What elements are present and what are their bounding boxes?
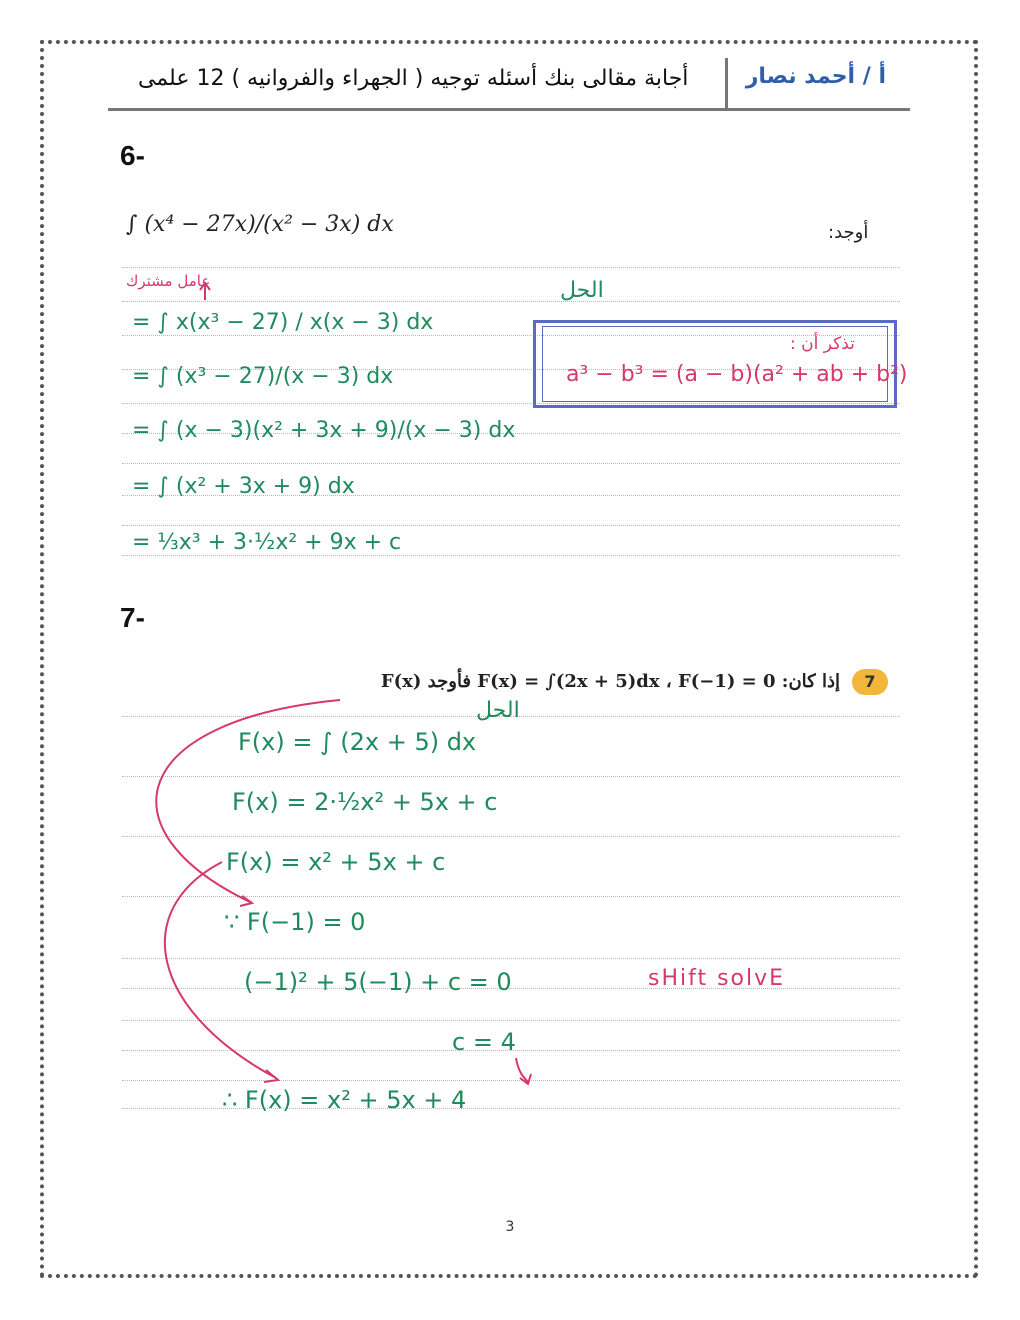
- question-badge: 7: [852, 669, 888, 695]
- q7-step-5: (−1)² + 5(−1) + c = 0: [244, 968, 512, 996]
- reminder-formula: a³ − b³ = (a − b)(a² + ab + b²): [566, 362, 908, 387]
- question-7-solution-label: الحل: [476, 698, 520, 723]
- question-7-prompt: إذا كان: F(x) = ∫(2x + 5)dx ، F(−1) = 0 فأوجد F(x): [380, 671, 840, 692]
- q7-step-4: ∵ F(−1) = 0: [224, 908, 366, 936]
- substitution-arrow: [156, 700, 340, 902]
- question-6-number: 6-: [120, 140, 145, 171]
- q6-step-1: = ∫ x(x³ − 27) / x(x − 3) dx: [132, 310, 434, 335]
- q6-step-3: = ∫ (x − 3)(x² + 3x + 9)/(x − 3) dx: [132, 418, 516, 443]
- author-name: أ / أحمد نصار: [745, 64, 886, 89]
- document-title: أجابة مقالى بنك أسئله توجيه ( الجهراء والفروانيه ) 12 علمى: [138, 66, 689, 91]
- reminder-label: تذكر أن :: [790, 334, 855, 354]
- question-6-prompt-label: أوجد:: [828, 222, 869, 243]
- question-6-solution-label: الحل: [560, 278, 604, 303]
- q7-step-6: c = 4: [452, 1028, 516, 1056]
- calculator-note: sHift solvE: [648, 966, 786, 991]
- q7-step-3: F(x) = x² + 5x + c: [226, 848, 446, 876]
- page-number: 3: [505, 1219, 515, 1235]
- q7-step-7: ∴ F(x) = x² + 5x + 4: [222, 1086, 467, 1114]
- q6-step-2: = ∫ (x³ − 27)/(x − 3) dx: [132, 364, 394, 389]
- question-7-number: 7-: [120, 602, 145, 633]
- q7-step-2: F(x) = 2·½x² + 5x + c: [232, 788, 498, 816]
- q7-step-1: F(x) = ∫ (2x + 5) dx: [238, 728, 477, 756]
- q6-step-5: = ⅓x³ + 3·½x² + 9x + c: [132, 530, 402, 555]
- common-factor-note: عامل مشترك: [126, 272, 211, 290]
- q6-step-4: = ∫ (x² + 3x + 9) dx: [132, 474, 355, 499]
- question-6-integral: ∫ (x⁴ − 27x)/(x² − 3x) dx: [126, 212, 394, 237]
- result-arrow: [165, 862, 276, 1078]
